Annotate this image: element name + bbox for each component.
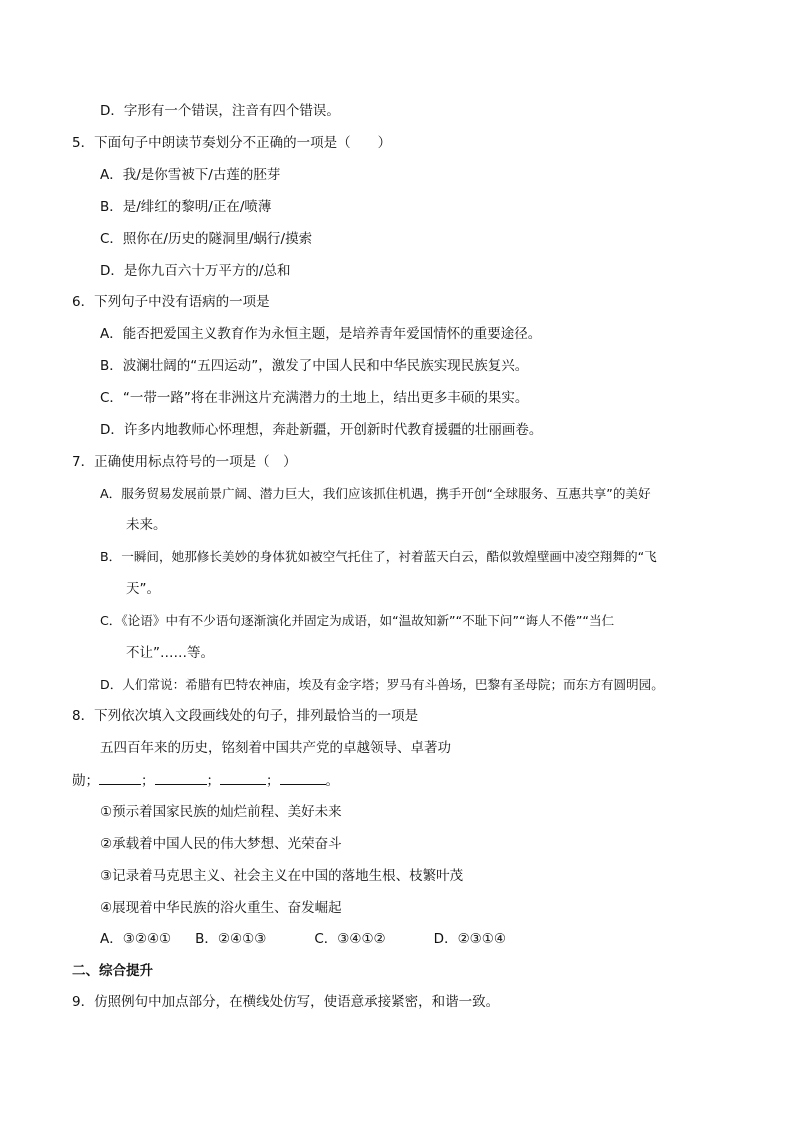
- fill-blank-2[interactable]: [155, 770, 207, 785]
- fill-blank-3[interactable]: [220, 770, 266, 785]
- q8-option-c: C．③④①②: [314, 931, 386, 947]
- q5-option-c: C．照你在/历史的隧洞里/蜗行/摸索: [100, 231, 313, 247]
- section-heading: 二、综合提升: [72, 963, 153, 979]
- q6-option-c: C．“一带一路”将在非洲这片充满潜力的土地上，结出更多丰硕的果实。: [100, 390, 529, 406]
- q7-option-c: C．《论语》中有不少语句逐渐演化并固定为成语，如“温故知新”“不耻下问”“诲人不倦”“当仁: [100, 613, 615, 628]
- q6-option-d: D．许多内地教师心怀理想，奔赴新疆，开创新时代教育援疆的壮丽画卷。: [100, 422, 543, 438]
- q8-sentence-4: ④展现着中华民族的浴火重生、奋发崛起: [100, 900, 342, 916]
- q8-passage-line-2: [72, 770, 339, 790]
- q8-passage-line-1: 五四百年来的历史，铭刻着中国共产党的卓越领导、卓著功: [100, 740, 451, 756]
- q8-option-a: A．③②④①: [100, 931, 172, 947]
- fill-blank-1[interactable]: [99, 770, 141, 785]
- q8-separator-1: ；: [141, 773, 155, 789]
- q6-option-b: B．波澜壮阔的“五四运动”，激发了中国人民和中华民族实现民族复兴。: [100, 358, 529, 374]
- q8-option-d: D．②③①④: [433, 931, 506, 947]
- question-7: 7．正确使用标点符号的一项是（ ）: [72, 454, 297, 470]
- q6-option-a: A．能否把爱国主义教育作为永恒主题，是培养青年爱国情怀的重要途径。: [100, 326, 542, 342]
- fill-blank-4[interactable]: [280, 770, 326, 785]
- q7-option-a-continued: 未来。: [126, 517, 167, 533]
- q8-sentence-2: ②承载着中国人民的伟大梦想、光荣奋斗: [100, 836, 342, 852]
- q8-option-b: B．②④①③: [195, 931, 267, 947]
- question-9: 9．仿照例句中加点部分，在横线处仿写，使语意承接紧密，和谐一致。: [72, 994, 500, 1010]
- q8-sentence-3: ③记录着马克思主义、社会主义在中国的落地生根、枝繁叶茂: [100, 868, 464, 884]
- q7-option-c-continued: 不让”……等。: [126, 645, 214, 661]
- q7-option-b-continued: 天”。: [126, 581, 160, 597]
- question-6: 6．下列句子中没有语病的一项是: [72, 294, 270, 310]
- q5-option-a: A．我/是你雪被下/古莲的胚芽: [100, 167, 281, 183]
- q8-separator-3: ；: [266, 773, 280, 789]
- q5-option-b: B．是/绯红的黎明/正在/喷薄: [100, 199, 272, 215]
- q7-option-d: D．人们常说：希腊有巴特农神庙，埃及有金字塔；罗马有斗兽场，巴黎有圣母院；而东方有圆明园。: [100, 677, 664, 692]
- q7-option-a: A．服务贸易发展前景广阔、潜力巨大，我们应该抓住机遇，携手开创“全球服务、互惠共享”的美好: [100, 486, 651, 501]
- question-5: 5．下面句子中朗读节奏划分不正确的一项是（ ）: [72, 135, 392, 151]
- q8-separator-2: ；: [206, 773, 220, 789]
- q8-passage-end: 。: [325, 773, 339, 789]
- q8-passage-start: 勋；: [72, 773, 99, 789]
- q7-option-b: B．一瞬间，她那修长美妙的身体犹如被空气托住了，衬着蓝天白云，酷似敦煌壁画中凌空翔舞的“飞: [100, 549, 657, 564]
- q5-option-d: D．是你九百六十万平方的/总和: [100, 263, 291, 279]
- q8-options: [100, 929, 506, 949]
- q8-sentence-1: ①预示着国家民族的灿烂前程、美好未来: [100, 804, 342, 820]
- q4-option-d: D．字形有一个错误，注音有四个错误。: [100, 103, 340, 119]
- question-8: 8．下列依次填入文段画线处的句子，排列最恰当的一项是: [72, 708, 419, 724]
